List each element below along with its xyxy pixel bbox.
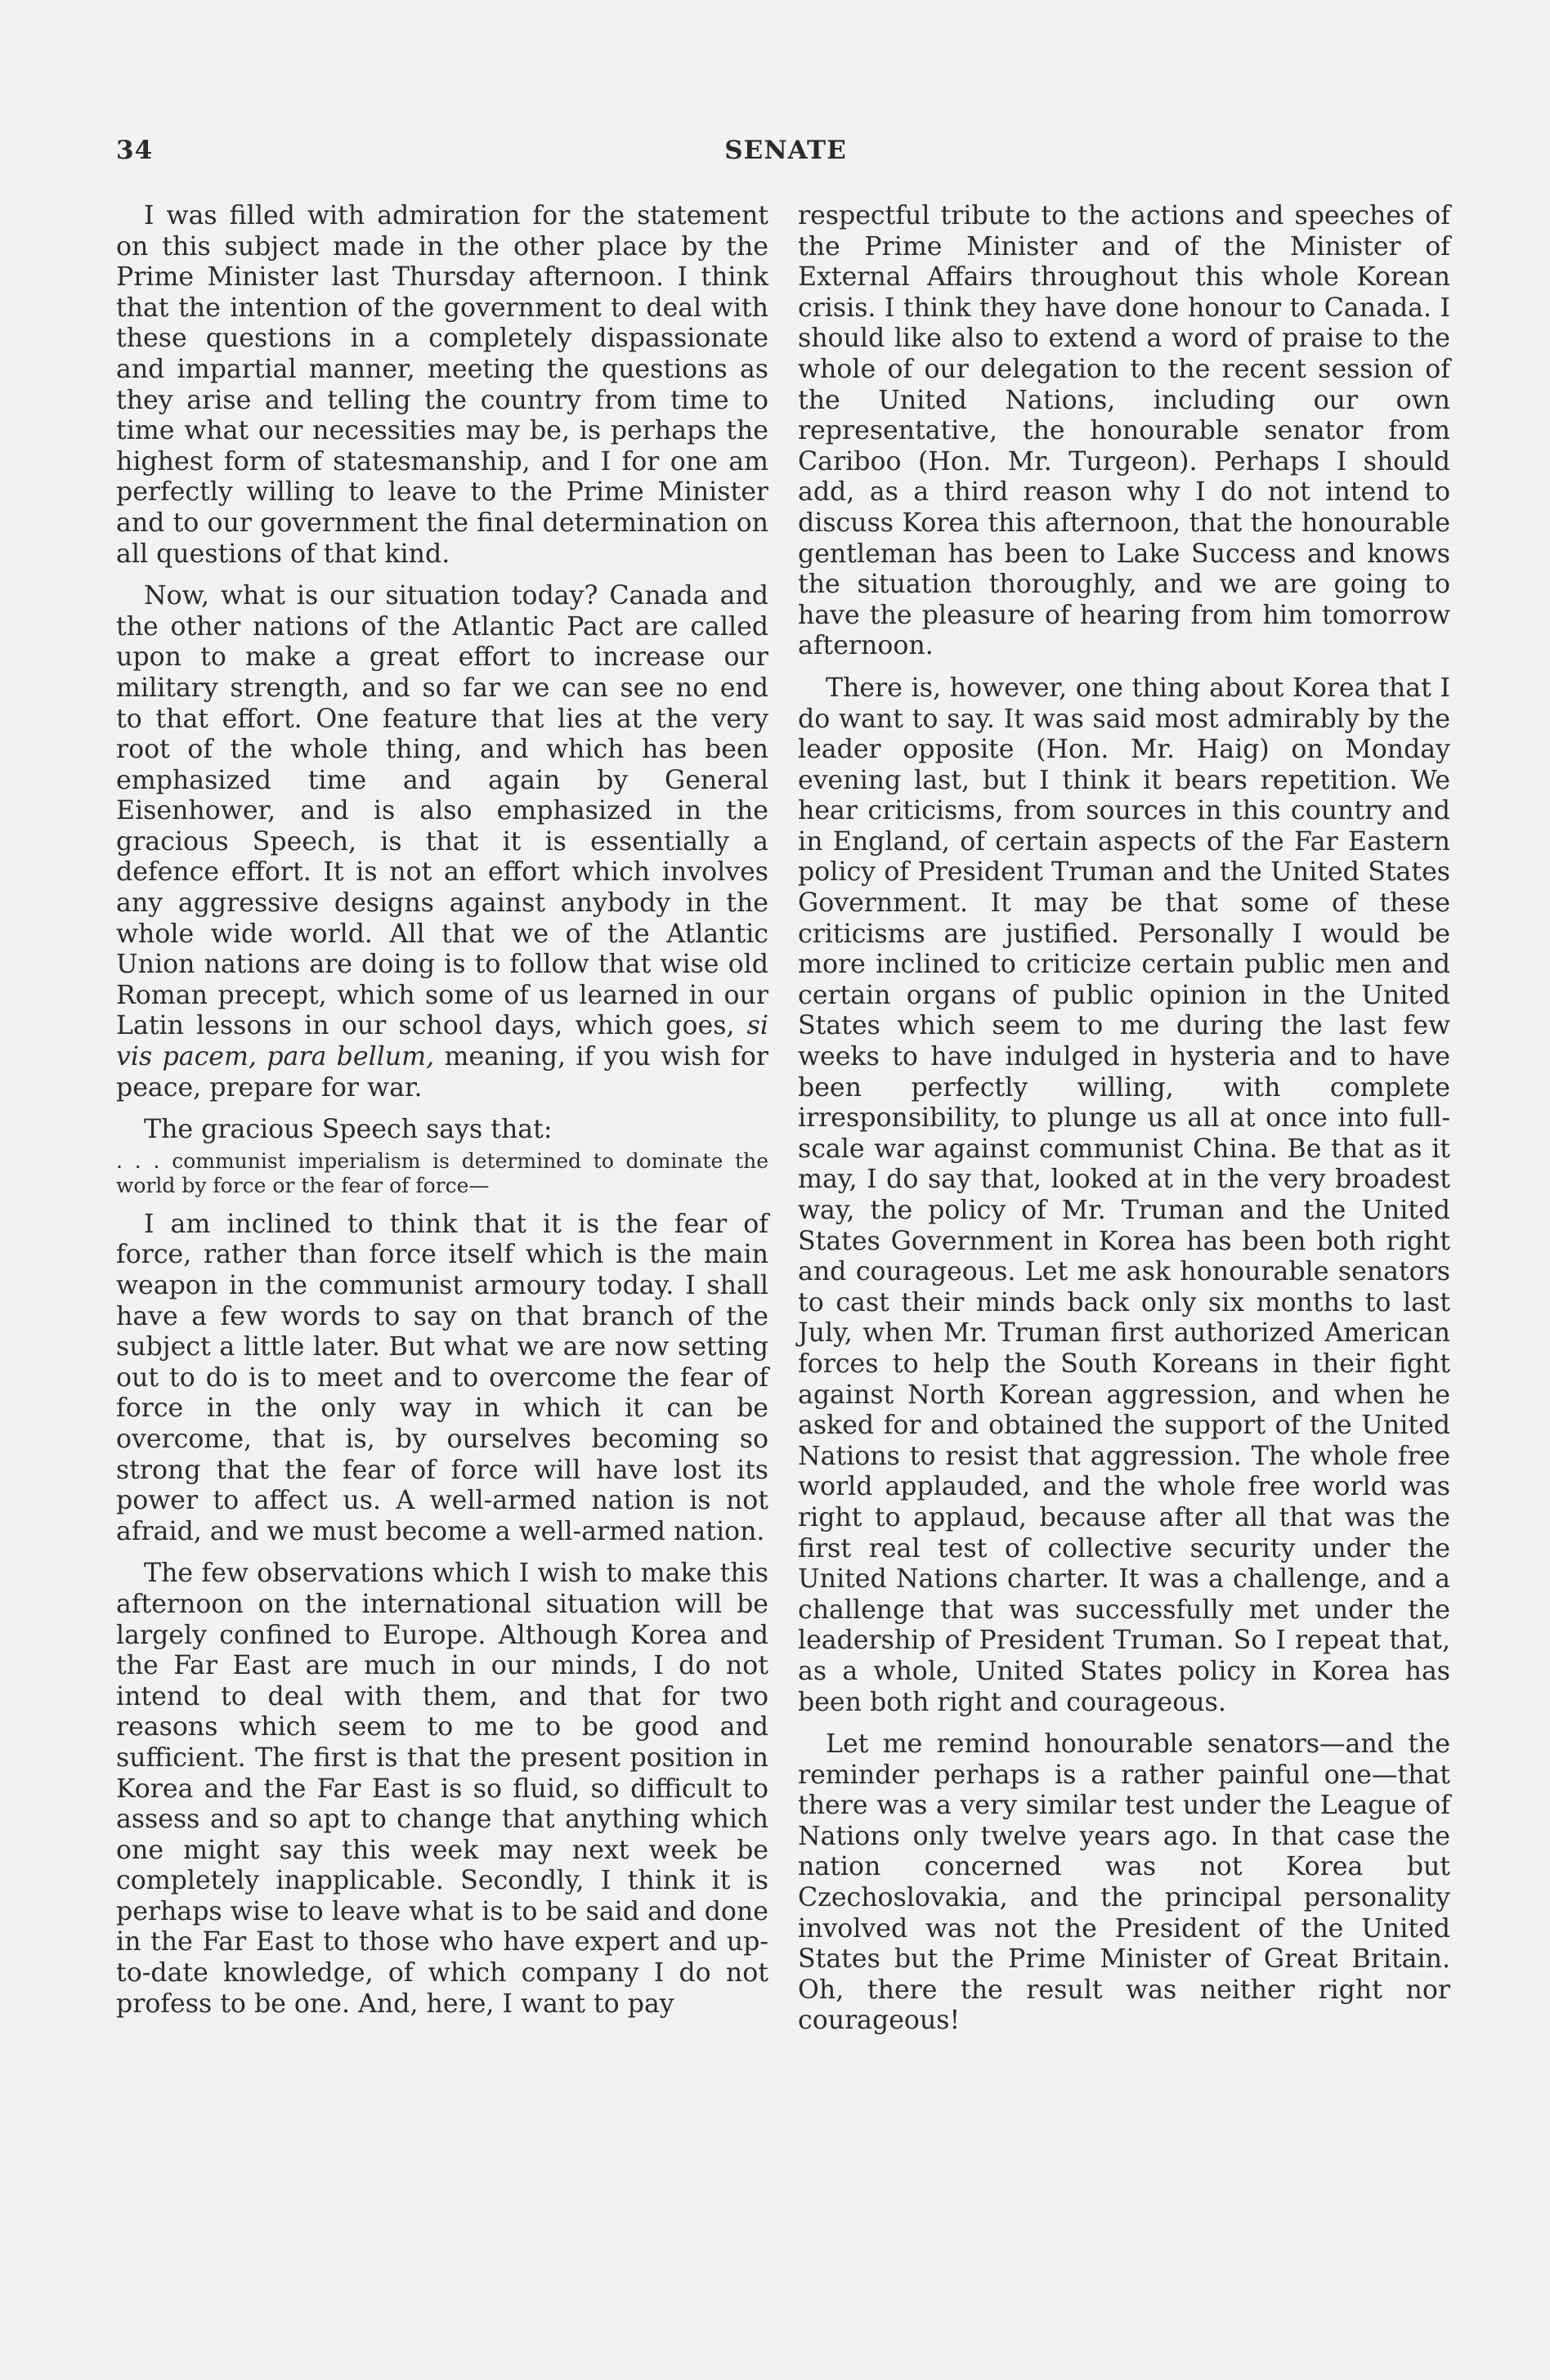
running-head: SENATE: [724, 136, 847, 165]
paragraph: [116, 581, 768, 1103]
paragraph-text: Now, what is our situation today? Canada and the other nations of the Atlantic Pact are called upon to make a great effort to increase our military strength, and so far we can see no end to that effort. One feature that lies at the very root of the whole thing, and which has been emphasized time and again by General Eisenhower, and is also emphasized in the gracious Speech, is that it is essentially a defence effort. It is not an effort which involves any aggressive designs against anybody in the whole wide world. All that we of the Atlantic Union nations are doing is to follow that wise old Roman precept, which some of us learned in our Latin lessons in our school days, which goes,: [116, 581, 768, 1041]
paragraph: I was filled with admiration for the statement on this subject made in the other place by the Prime Minister last Thursday afternoon. I think that the intention of the government to deal with these questions in a completely dispassionate and impartial manner, meeting the questions as they arise and telling the country from time to time what our necessities may be, is perhaps the highest form of statesmanship, and I for one am perfectly willing to leave to the Prime Minister and to our government the final determination on all questions of that kind.: [116, 201, 768, 569]
block-quote: . . . communist imperialism is determined to dominate the world by force or the fear of force—: [116, 1148, 768, 1197]
left-column: [116, 201, 768, 2031]
paragraph-text: meaning, if you wish for peace, prepare for war.: [116, 1042, 768, 1103]
paragraph: The few observations which I wish to make this afternoon on the international situation will be largely confined to Europe. Although Korea and the Far East are much in our minds, I do not intend to deal with them, and that for two reasons which seem to me to be good and sufficient. The first is that the present position in Korea and the Far East is so fluid, so difficult to assess and so apt to change that anything which one might say this week may next week be completely inapplicable. Secondly, I think it is perhaps wise to leave what is to be said and done in the Far East to those who have expert and up-to-date knowledge, of which company I do not profess to be one. And, here, I want to pay: [116, 1559, 768, 2019]
paragraph: Let me remind honourable senators—and the reminder perhaps is a rather painful one—that there was a very similar test under the League of Nations only twelve years ago. In that case the nation concerned was not Korea but Czechoslovakia, and the principal personality involved was not the President of the United States but the Prime Minister of Great Britain. Oh, there the result was neither right nor courageous!: [798, 1729, 1450, 2036]
paragraph: The gracious Speech says that:: [144, 1115, 553, 1145]
right-column: [798, 201, 1450, 2048]
latin-phrase: si vis pacem, para bellum,: [116, 1011, 768, 1072]
paragraph: There is, however, one thing about Korea that I do want to say. It was said most admirably by the leader opposite (Hon. Mr. Haig) on Monday evening last, but I think it bears repetition. We hear criticisms, from sources in this country and in England, of certain aspects of the Far Eastern policy of President Truman and the United States Government. It may be that some of these criticisms are justified. Personally I would be more inclined to criticize certain public men and certain organs of public opinion in the United States which seem to me during the last few weeks to have indulged in hysteria and to have been perfectly willing, with complete irresponsibility, to plunge us all at once into full-scale war against communist China. Be that as it may, I do say that, looked at in the very broadest way, the policy of Mr. Truman and the United States Government in Korea has been both right and courageous. Let me ask honourable senators to cast their minds back only six months to last July, when Mr. Truman first authorized American forces to help the South Koreans in their fight against North Korean aggression, and when he asked for and obtained the support of the United Nations to resist that aggression. The whole free world applauded, and the whole free world was right to applaud, because after all that was the first real test of collective security under the United Nations charter. It was a challenge, and a challenge that was successfully met under the leadership of President Truman. So I repeat that, as a whole, United States policy in Korea has been both right and courageous.: [798, 673, 1450, 1717]
page-header: [116, 136, 1455, 172]
paragraph: I am inclined to think that it is the fear of force, rather than force itself which is the main weapon in the communist armoury today. I shall have a few words to say on that branch of the subject a little later. But what we are now setting out to do is to meet and to overcome the fear of force in the only way in which it can be overcome, that is, by ourselves becoming so strong that the fear of force will have lost its power to affect us. A well-armed nation is not afraid, and we must become a well-armed nation.: [116, 1209, 768, 1546]
paragraph: respectful tribute to the actions and speeches of the Prime Minister and of the Minister of External Affairs throughout this whole Korean crisis. I think they have done honour to Canada. I should like also to extend a word of praise to the whole of our delegation to the recent session of the United Nations, including our own representative, the honourable senator from Cariboo (Hon. Mr. Turgeon). Perhaps I should add, as a third reason why I do not intend to discuss Korea this afternoon, that the honourable gentleman has been to Lake Success and knows the situation thoroughly, and we are going to have the pleasure of hearing from him tomorrow afternoon.: [798, 201, 1450, 661]
page-number: 34: [116, 136, 154, 165]
